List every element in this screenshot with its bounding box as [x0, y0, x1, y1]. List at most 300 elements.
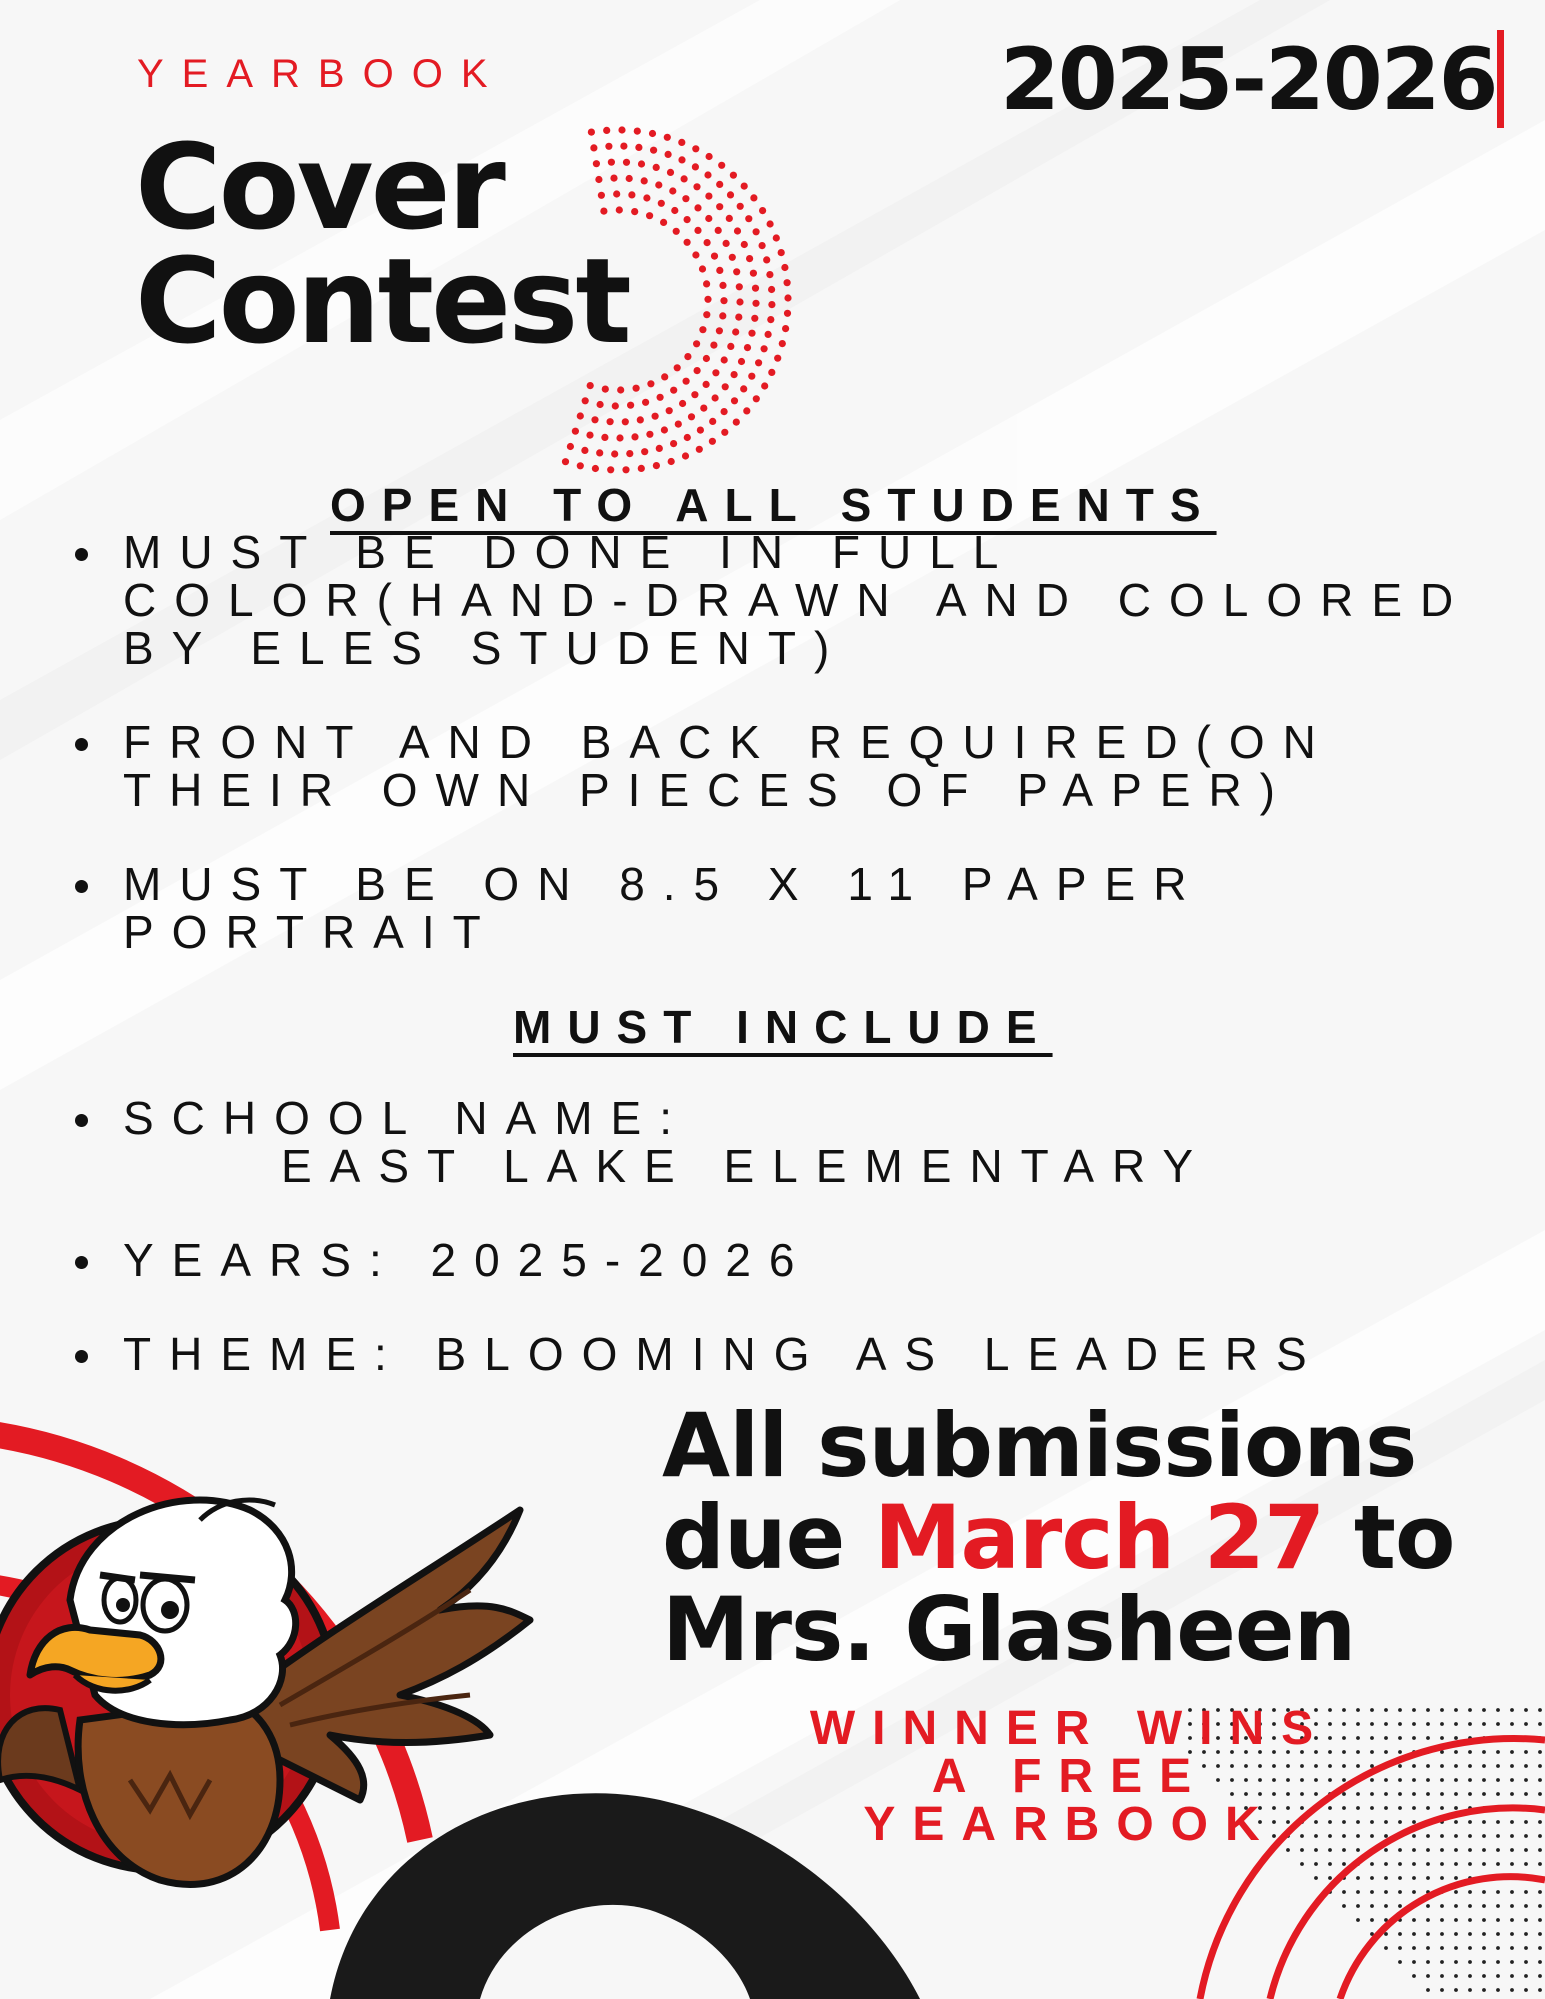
decor-dot: [1524, 1820, 1528, 1824]
decor-dot: [703, 381, 710, 388]
decor-dot: [1454, 1904, 1458, 1908]
decor-dot: [1482, 1792, 1486, 1796]
decor-dot: [738, 358, 745, 365]
decor-dot: [628, 191, 635, 198]
decor-dot: [1454, 1834, 1458, 1838]
decor-dot: [1482, 1890, 1486, 1894]
decor-dot: [1510, 1890, 1514, 1894]
decor-dot: [759, 207, 766, 214]
deadline-line-1: All submissions: [662, 1394, 1417, 1497]
decor-dot: [1426, 1792, 1430, 1796]
decor-dot: [1412, 1974, 1416, 1978]
decor-dot: [1440, 1960, 1444, 1964]
decor-dot: [682, 452, 689, 459]
decor-dot: [752, 285, 759, 292]
decor-dot: [1524, 1946, 1528, 1950]
decor-dot: [746, 255, 753, 262]
decor-dot: [1412, 1764, 1416, 1768]
decor-dot: [1412, 1778, 1416, 1782]
decor-dot: [1454, 1792, 1458, 1796]
decor-dot: [784, 279, 791, 286]
decor-dot: [703, 311, 710, 318]
decor-dot: [1468, 1904, 1472, 1908]
decor-dot: [1538, 1932, 1542, 1936]
decor-dot: [660, 219, 667, 226]
decor-dot: [684, 353, 691, 360]
decor-dot: [1440, 1792, 1444, 1796]
decor-dot: [1496, 1932, 1500, 1936]
decor-dot: [612, 402, 619, 409]
decor-dot: [1356, 1904, 1360, 1908]
decor-dot: [1482, 1750, 1486, 1754]
decor-dot: [1510, 1792, 1514, 1796]
decor-dot: [668, 458, 675, 465]
decor-dot: [712, 394, 719, 401]
decor-dot: [1538, 1764, 1542, 1768]
decor-dot: [1482, 1862, 1486, 1866]
decor-dot: [673, 228, 680, 235]
decor-dot: [1468, 1890, 1472, 1894]
decor-dot: [763, 256, 770, 263]
decor-dot: [704, 296, 711, 303]
decor-dot: [711, 253, 718, 260]
decor-dot: [1510, 1764, 1514, 1768]
deadline-line-2: [662, 1486, 1455, 1589]
eligibility-list: [75, 718, 1455, 814]
decor-dot: [731, 397, 738, 404]
decor-dot: [1538, 1904, 1542, 1908]
decor-dot: [1468, 1932, 1472, 1936]
decor-dot: [1454, 1932, 1458, 1936]
decor-dot: [1370, 1918, 1374, 1922]
decor-dot: [782, 325, 789, 332]
decor-dot: [587, 382, 594, 389]
deadline-date: March 27: [873, 1486, 1325, 1589]
decor-dot: [693, 340, 700, 347]
requirements-list: [75, 1094, 1545, 1190]
decor-dot: [1440, 1806, 1444, 1810]
decor-dot: [1440, 1778, 1444, 1782]
decor-dot: [638, 160, 645, 167]
decor-dot: [1412, 1932, 1416, 1936]
decor-dot: [1468, 1834, 1472, 1838]
deadline-text: [662, 1394, 1455, 1681]
decor-dot: [1356, 1876, 1360, 1880]
decor-dot: [715, 227, 722, 234]
decor-dot: [727, 343, 734, 350]
decor-dot: [1538, 1974, 1542, 1978]
decor-dot: [688, 413, 695, 420]
decor-dot: [1524, 1974, 1528, 1978]
decor-dot: [1496, 1904, 1500, 1908]
decor-dot: [649, 130, 656, 137]
decor-dot: [693, 183, 700, 190]
decor-dot: [582, 397, 589, 404]
decor-dot: [767, 220, 774, 227]
decor-dot: [1510, 1946, 1514, 1950]
deadline-due: due: [662, 1486, 845, 1589]
decor-dot: [684, 216, 691, 223]
decor-dot: [1426, 1904, 1430, 1908]
decor-dot: [1538, 1918, 1542, 1922]
decor-dot: [684, 434, 691, 441]
decor-dot: [766, 271, 773, 278]
decor-dot: [699, 326, 706, 333]
decor-dot: [1412, 1834, 1416, 1838]
decor-dot: [1482, 1834, 1486, 1838]
decor-dot: [719, 312, 726, 319]
decor-dot: [1370, 1904, 1374, 1908]
decor-dot: [1496, 1960, 1500, 1964]
decor-dot: [703, 355, 710, 362]
decor-dot: [1454, 1876, 1458, 1880]
eligibility-list: [75, 528, 1545, 672]
prize-line-2: A FREE: [931, 1750, 1209, 1803]
decor-dot: [1440, 1736, 1444, 1740]
decor-dot: [1482, 1708, 1486, 1712]
list-item: MUST BE ON 8.5 X 11 PAPER PORTRAIT: [75, 860, 1315, 956]
decor-dot: [1356, 1918, 1360, 1922]
decor-dot: [1412, 1708, 1416, 1712]
decor-dot: [1454, 1764, 1458, 1768]
decor-dot: [761, 382, 768, 389]
decor-dot: [1468, 1960, 1472, 1964]
decor-dot: [670, 387, 677, 394]
decor-dot: [752, 300, 759, 307]
decor-dot: [1496, 1890, 1500, 1894]
decor-dot: [1440, 1918, 1444, 1922]
decor-dot: [653, 462, 660, 469]
decor-dot: [712, 369, 719, 376]
decor-dot: [726, 215, 733, 222]
decor-dot: [661, 426, 668, 433]
eligibility-list: [75, 860, 1315, 956]
decor-dot: [773, 234, 780, 241]
decor-dot: [669, 187, 676, 194]
decor-dot: [767, 316, 774, 323]
decor-dot: [1496, 1834, 1500, 1838]
decor-dot: [1398, 1960, 1402, 1964]
decor-dot: [572, 428, 579, 435]
decor-dot: [1510, 1862, 1514, 1866]
decor-dot: [1468, 1820, 1472, 1824]
decor-dot: [607, 418, 614, 425]
list-item: FRONT AND BACK REQUIRED(ON THEIR OWN PIECES OF PAPER): [75, 718, 1455, 814]
decor-dot: [657, 394, 664, 401]
decor-dot: [1538, 1862, 1542, 1866]
decor-dot: [1384, 1876, 1388, 1880]
decor-dot: [704, 171, 711, 178]
decor-dot: [1524, 1722, 1528, 1726]
decor-dot: [656, 445, 663, 452]
decor-dot: [703, 280, 710, 287]
decor-dot: [721, 356, 728, 363]
decor-dot: [778, 249, 785, 256]
decor-dot: [1454, 1722, 1458, 1726]
decor-dot: [736, 298, 743, 305]
decor-dot: [1468, 1862, 1472, 1866]
decor-dot: [1440, 1904, 1444, 1908]
decor-dot: [647, 380, 654, 387]
decor-dot: [699, 265, 706, 272]
decor-dot: [1398, 1890, 1402, 1894]
decor-dot: [774, 355, 781, 362]
decor-dot: [1454, 1750, 1458, 1754]
decor-dot: [1454, 1862, 1458, 1866]
decor-dot: [655, 181, 662, 188]
decor-dot: [710, 342, 717, 349]
decor-dot: [666, 407, 673, 414]
decor-dot: [1412, 1820, 1416, 1824]
decor-dot: [1342, 1862, 1346, 1866]
decor-dot: [1538, 1946, 1542, 1950]
decor-dot: [705, 193, 712, 200]
decor-dot: [1454, 1890, 1458, 1894]
decor-dot: [1440, 1876, 1444, 1880]
decor-dot: [1510, 1904, 1514, 1908]
decor-dot: [1454, 1806, 1458, 1810]
decor-dot: [586, 432, 593, 439]
decor-dot: [1496, 1988, 1500, 1992]
decor-dot: [750, 194, 757, 201]
decor-dot: [1454, 1778, 1458, 1782]
decor-dot: [1454, 1736, 1458, 1740]
decor-dot: [1496, 1820, 1500, 1824]
title-line-2: Contest: [135, 232, 629, 370]
decor-dot: [694, 367, 701, 374]
decor-dot: [1370, 1876, 1374, 1880]
decor-dot: [652, 413, 659, 420]
prize-line-1: WINNER WINS: [809, 1702, 1331, 1755]
decor-dot: [1454, 1974, 1458, 1978]
decor-dot: [1496, 1792, 1500, 1796]
decor-dot: [781, 264, 788, 271]
decor-dot: [675, 421, 682, 428]
decor-dot: [665, 151, 672, 158]
decor-dot: [1370, 1890, 1374, 1894]
decor-dot: [1426, 1834, 1430, 1838]
decor-dot: [1454, 1820, 1458, 1824]
decor-dot: [1538, 1722, 1542, 1726]
decor-dot: [1426, 1708, 1430, 1712]
decor-dot: [631, 433, 638, 440]
eagle-mascot-icon: [0, 1480, 540, 1900]
decor-dot: [723, 240, 730, 247]
decor-dot: [694, 227, 701, 234]
decor-dot: [1468, 1764, 1472, 1768]
decor-dot: [1538, 1960, 1542, 1964]
decor-dot: [729, 254, 736, 261]
decor-dot: [1524, 1792, 1528, 1796]
decor-dot: [642, 399, 649, 406]
decor-dot: [1524, 1708, 1528, 1712]
decor-dot: [753, 228, 760, 235]
decor-dot: [1412, 1946, 1416, 1950]
decor-dot: [596, 449, 603, 456]
decor-dot: [646, 212, 653, 219]
decor-dot: [611, 450, 618, 457]
decor-dot: [678, 139, 685, 146]
decor-dot: [1524, 1834, 1528, 1838]
decor-dot: [634, 128, 641, 135]
prize-text: [730, 1702, 1410, 1851]
decor-dot: [694, 204, 701, 211]
decor-dot: [1468, 1946, 1472, 1950]
decor-dot: [597, 401, 604, 408]
decor-dot: [1412, 1890, 1416, 1894]
decor-dot: [1510, 1722, 1514, 1726]
decor-dot: [638, 465, 645, 472]
decor-dot: [697, 427, 704, 434]
decor-dot: [718, 162, 725, 169]
decor-dot: [1454, 1918, 1458, 1922]
decor-dot: [709, 418, 716, 425]
decor-dot: [1482, 1820, 1486, 1824]
decor-dot: [1440, 1764, 1444, 1768]
decor-dot: [577, 462, 584, 469]
decor-dot: [601, 434, 608, 441]
decor-dot: [1454, 1960, 1458, 1964]
decor-dot: [1426, 1806, 1430, 1810]
decor-dot: [734, 227, 741, 234]
decor-dot: [1468, 1988, 1472, 1992]
decor-dot: [1384, 1862, 1388, 1866]
decor-dot: [577, 412, 584, 419]
decor-dot: [759, 242, 766, 249]
decor-dot: [740, 385, 747, 392]
decor-dot: [1538, 1848, 1542, 1852]
decor-dot: [1510, 1848, 1514, 1852]
decor-dot: [1538, 1820, 1542, 1824]
decor-dot: [1426, 1764, 1430, 1768]
decor-dot: [1482, 1778, 1486, 1782]
decor-dot: [1440, 1974, 1444, 1978]
decor-dot: [1426, 1974, 1430, 1978]
decor-dot: [1440, 1946, 1444, 1950]
decor-dot: [670, 440, 677, 447]
requirements-list: [75, 1236, 1545, 1284]
decor-dot: [1538, 1890, 1542, 1894]
decor-dot: [641, 448, 648, 455]
decor-dot: [716, 181, 723, 188]
decor-dot: [692, 163, 699, 170]
decor-dot: [1524, 1988, 1528, 1992]
eligibility-heading: OPEN TO ALL STUDENTS: [330, 479, 1217, 531]
decor-dot: [1482, 1764, 1486, 1768]
decor-dot: [732, 328, 739, 335]
decor-dot: [716, 267, 723, 274]
decor-dot: [653, 164, 660, 171]
decor-dot: [1412, 1792, 1416, 1796]
decor-dot: [1524, 1890, 1528, 1894]
decor-dot: [1426, 1848, 1430, 1852]
list-item: THEME: BLOOMING AS LEADERS: [75, 1330, 1545, 1378]
decor-dot: [1482, 1722, 1486, 1726]
decor-dot: [617, 386, 624, 393]
decor-dot: [1398, 1876, 1402, 1880]
decor-dot: [1426, 1960, 1430, 1964]
decor-dot: [1482, 1960, 1486, 1964]
decor-dot: [622, 418, 629, 425]
decor-dot: [722, 383, 729, 390]
decor-dot: [671, 207, 678, 214]
decor-dot: [748, 373, 755, 380]
title-line-1: Cover: [135, 118, 503, 256]
prize-line-3: YEARBOOK: [863, 1798, 1277, 1851]
decor-dot: [748, 330, 755, 337]
decor-dot: [741, 183, 748, 190]
decor-dot: [727, 191, 734, 198]
decor-dot: [1426, 1778, 1430, 1782]
decor-dot: [631, 208, 638, 215]
decor-dot: [1440, 1932, 1444, 1936]
decor-dot: [1510, 1708, 1514, 1712]
decor-dot: [706, 153, 713, 160]
decor-dot: [1426, 1736, 1430, 1740]
decor-dot: [678, 156, 685, 163]
decor-dot: [1426, 1946, 1430, 1950]
decor-dot: [1524, 1848, 1528, 1852]
decor-dot: [1300, 1862, 1304, 1866]
decor-dot: [716, 203, 723, 210]
school-name-label: SCHOOL NAME:: [123, 1092, 691, 1144]
decor-dot: [1496, 1946, 1500, 1950]
decor-dot: [1468, 1750, 1472, 1754]
decor-dot: [692, 251, 699, 258]
decor-dot: [1524, 1778, 1528, 1782]
decor-dot: [1440, 1834, 1444, 1838]
decor-dot: [1314, 1862, 1318, 1866]
decor-dot: [684, 239, 691, 246]
decor-dot: [741, 241, 748, 248]
decor-dot: [704, 239, 711, 246]
decor-dot: [1496, 1722, 1500, 1726]
decor-dot: [733, 419, 740, 426]
decor-dot: [1482, 1918, 1486, 1922]
decor-dot: [622, 466, 629, 473]
decor-dot: [705, 215, 712, 222]
decor-dot: [743, 407, 750, 414]
decor-dot: [761, 345, 768, 352]
decor-dot: [768, 286, 775, 293]
decor-dot: [779, 340, 786, 347]
deadline-to: to: [1353, 1486, 1455, 1589]
decor-dot: [1524, 1750, 1528, 1754]
decor-dot: [1328, 1862, 1332, 1866]
decor-dot: [607, 466, 614, 473]
decor-dot: [681, 175, 688, 182]
requirements-heading: MUST INCLUDE: [513, 1001, 1053, 1053]
decor-dot: [679, 400, 686, 407]
decor-dot: [1412, 1876, 1416, 1880]
decor-dot: [735, 314, 742, 321]
decor-dot: [1482, 1946, 1486, 1950]
decor-dot: [616, 434, 623, 441]
decor-dot: [661, 373, 668, 380]
decor-dot: [1412, 1862, 1416, 1866]
decor-dot: [650, 147, 657, 154]
decor-dot: [567, 443, 574, 450]
decor-dot: [1496, 1918, 1500, 1922]
decor-dot: [1468, 1974, 1472, 1978]
decor-dot: [1426, 1722, 1430, 1726]
decor-dot: [1398, 1862, 1402, 1866]
decor-dot: [1496, 1750, 1500, 1754]
decor-dot: [1524, 1862, 1528, 1866]
decor-dot: [765, 331, 772, 338]
decor-dot: [1384, 1890, 1388, 1894]
decor-dot: [1440, 1988, 1444, 1992]
